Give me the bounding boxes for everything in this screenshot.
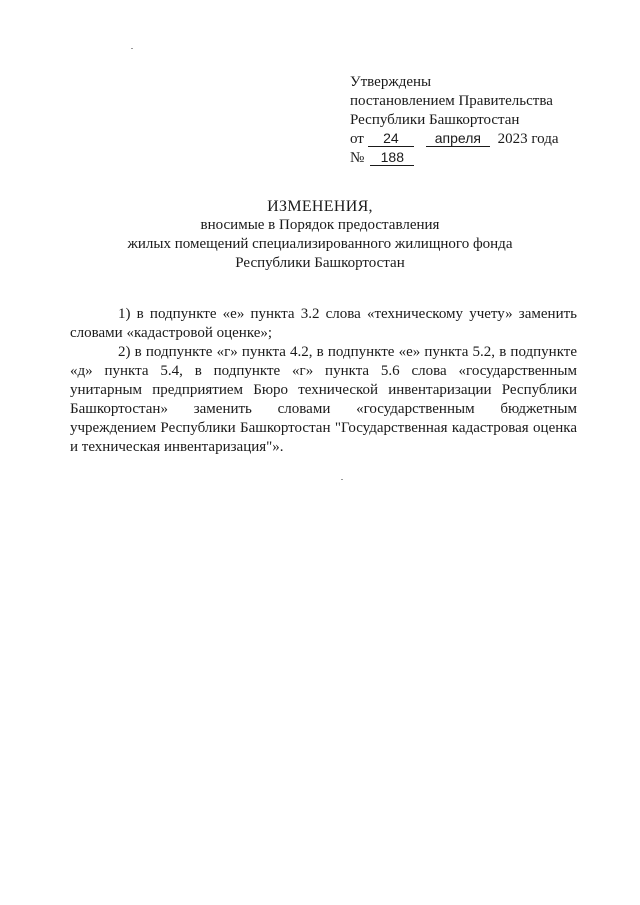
document-heading: ИЗМЕНЕНИЯ, xyxy=(267,198,373,215)
scan-speck xyxy=(341,479,343,480)
approval-line-approved: Утверждены xyxy=(350,74,432,90)
title-line-amendments: вносимые в Порядок предоставления xyxy=(200,217,440,233)
date-year: 2023 года xyxy=(497,131,559,147)
date-prefix: от xyxy=(350,131,364,147)
approval-line-resolution: постановлением Правительства xyxy=(350,93,553,109)
document-body xyxy=(70,305,577,457)
document-number-field: 188 xyxy=(370,150,414,166)
amendment-item-1: 1) в подпункте «е» пункта 3.2 слова «техническому учету» заменить словами «кадастровой оценке»; xyxy=(70,306,577,341)
approval-date-line xyxy=(350,130,590,149)
document-title-block xyxy=(60,197,580,273)
approval-stamp-block xyxy=(350,73,590,168)
title-line-housing: жилых помещений специализированного жилищного фонда xyxy=(127,236,513,252)
title-line-republic: Республики Башкортостан xyxy=(235,255,405,271)
number-prefix: № xyxy=(350,150,365,166)
amendment-item-2: 2) в подпункте «г» пункта 4.2, в подпункте «е» пункта 5.2, в подпункте «д» пункта 5.4, в подпункте «г» пункта 5.6 слова «государственным унитарным предприятием Бюро технической инвентаризации Республики Башкортостан» заменить словами «государственным бюджетным учреждением Республики Башкортостан "Государственная кадастровая оценка и техническая инвентаризация"». xyxy=(70,344,577,455)
date-day-field: 24 xyxy=(368,131,414,147)
approval-line-republic: Республики Башкортостан xyxy=(350,112,520,128)
date-month-field: апреля xyxy=(426,131,490,147)
approval-number-line xyxy=(350,149,590,168)
scan-speck xyxy=(131,48,133,49)
